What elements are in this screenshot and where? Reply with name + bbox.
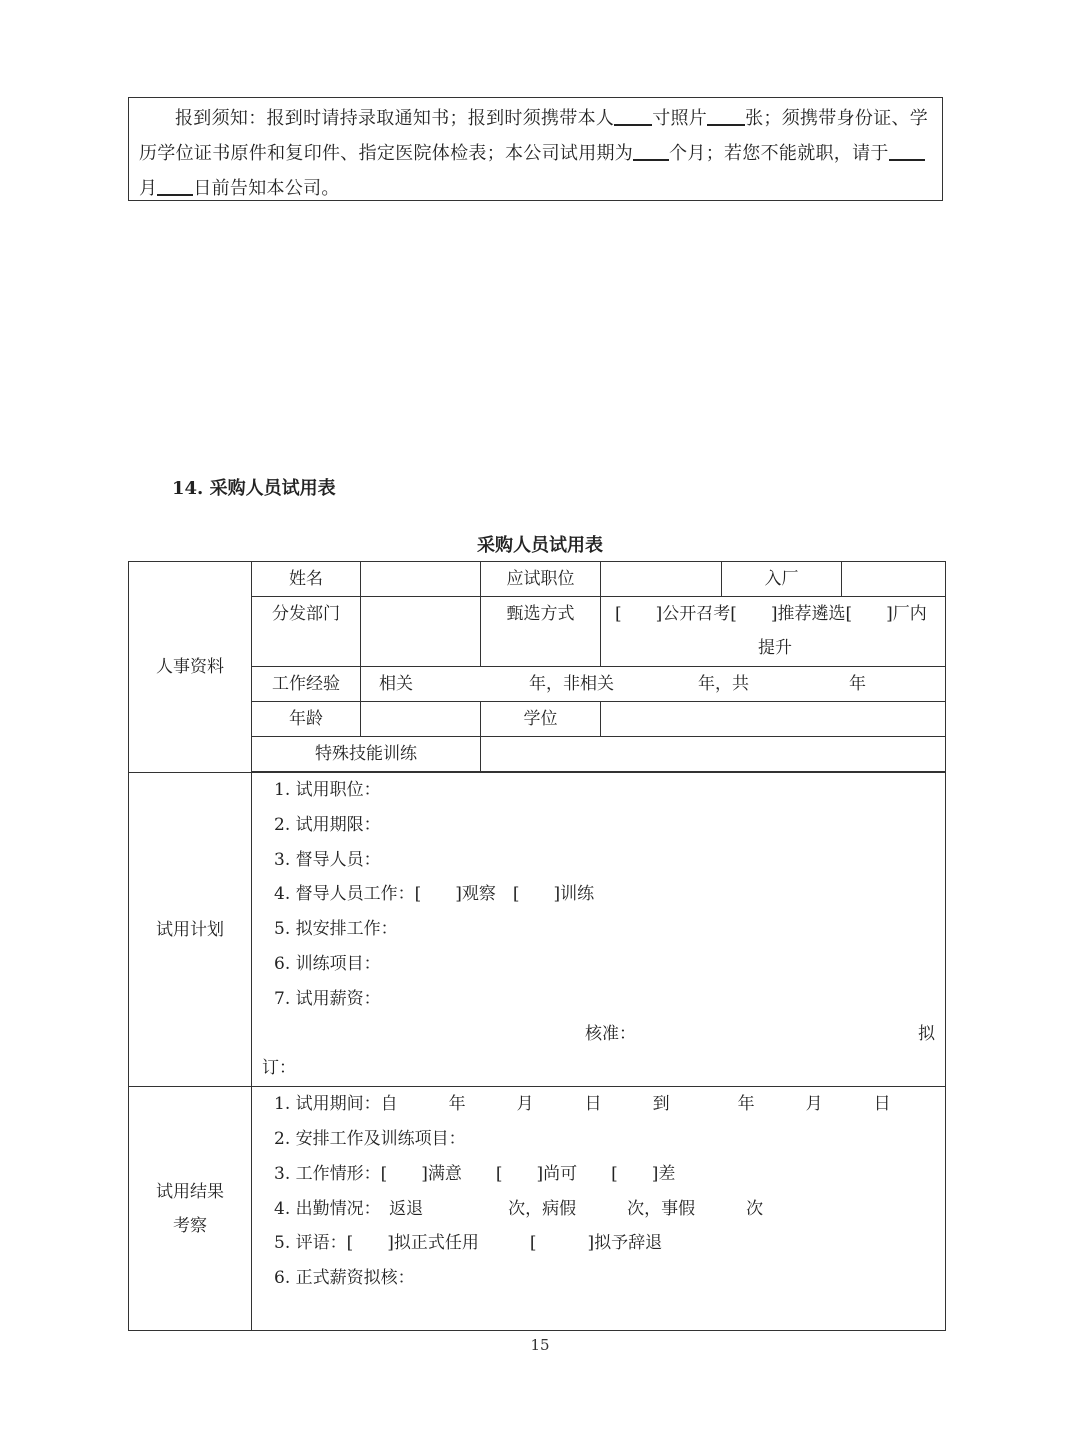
name-value[interactable] (361, 562, 481, 597)
result-item: 3. 工作情形：[ ]满意 [ ]尚可 [ ]差 (274, 1163, 676, 1184)
plan-item: 4. 督导人员工作：[ ]观察 [ ]训练 (274, 884, 595, 905)
result-item: 1. 试用期间：自 年 月 日 到 年 月 日 (274, 1094, 891, 1115)
result-category-line-2: 考察 (173, 1215, 207, 1236)
skills-value[interactable] (481, 737, 946, 772)
notice-text-2: 寸照片 (652, 108, 708, 129)
notice-text-6: 月 (139, 178, 158, 199)
join-value[interactable] (842, 562, 946, 597)
result-item: 5. 评语：[ ]拟正式任用 [ ]拟予辞退 (274, 1233, 663, 1254)
plan-item: 3. 督导人员： (274, 849, 381, 870)
approve-label: 核准： (585, 1023, 636, 1044)
section-title: 14. 采购人员试用表 (172, 478, 336, 499)
exp-year-3: 年 (849, 674, 866, 694)
exp-year-1: 年，非相关 (529, 674, 614, 694)
blank-day[interactable] (157, 176, 193, 196)
blank-trial-months[interactable] (633, 141, 669, 161)
plan-item: 2. 试用期限： (274, 814, 381, 835)
plan-item: 5. 拟安排工作： (274, 919, 398, 940)
draft-label-1: 拟 (918, 1023, 935, 1044)
notice-text-5: 个月；若您不能就职，请于 (669, 143, 889, 164)
notice-text-1: 报到时请持录取通知书；报到时须携带本人 (266, 108, 615, 129)
position-label: 应试职位 (481, 562, 601, 597)
notice-text-7: 日前告知本公司。 (193, 178, 340, 199)
plan-item: 6. 训练项目： (274, 953, 381, 974)
exp-label: 工作经验 (252, 667, 361, 702)
degree-label: 学位 (481, 702, 601, 737)
page-number: 15 (530, 1336, 550, 1354)
selection-options[interactable] (601, 597, 946, 667)
draft-label-2: 订： (262, 1058, 296, 1079)
age-label: 年龄 (252, 702, 361, 737)
age-value[interactable] (361, 702, 481, 737)
plan-category: 试用计划 (129, 773, 252, 1087)
plan-item: 1. 试用职位： (274, 780, 381, 800)
exp-related: 相关 (379, 674, 413, 694)
personnel-category: 人事资料 (129, 562, 252, 773)
result-item: 2. 安排工作及训练项目： (274, 1128, 466, 1149)
blank-photo-size[interactable] (614, 106, 652, 126)
notice-text-3: 张；须携带身份证、学 (745, 108, 929, 129)
selection-line-2: 提升 (758, 638, 792, 658)
table-title: 采购人员试用表 (477, 535, 603, 556)
trial-form-table (128, 561, 946, 1331)
result-item: 4. 出勤情况： 返退 次，病假 次，事假 次 (274, 1198, 764, 1219)
blank-month[interactable] (889, 141, 925, 161)
exp-year-2: 年，共 (698, 674, 749, 694)
name-label: 姓名 (252, 562, 361, 597)
join-label: 入厂 (722, 562, 842, 597)
selection-label: 甄选方式 (481, 597, 601, 667)
blank-photo-count[interactable] (707, 106, 745, 126)
result-item: 6. 正式薪资拟核： (274, 1268, 415, 1289)
result-category-line-1: 试用结果 (156, 1181, 224, 1202)
selection-line-1: [ ]公开召考[ ]推荐遴选[ ]厂内 (615, 604, 927, 624)
result-category (129, 1087, 252, 1331)
dept-label: 分发部门 (252, 597, 361, 667)
dept-value[interactable] (361, 597, 481, 667)
notice-text-4: 历学位证书原件和复印件、指定医院体检表；本公司试用期为 (139, 143, 634, 164)
plan-item: 7. 试用薪资： (274, 988, 381, 1009)
exp-value[interactable] (361, 667, 946, 702)
notice-label: 报到须知： (175, 108, 267, 129)
position-value[interactable] (601, 562, 722, 597)
plan-content[interactable] (252, 773, 946, 1087)
skills-label: 特殊技能训练 (252, 737, 481, 772)
result-content[interactable] (252, 1087, 946, 1331)
report-notice-box (128, 97, 943, 201)
degree-value[interactable] (601, 702, 946, 737)
